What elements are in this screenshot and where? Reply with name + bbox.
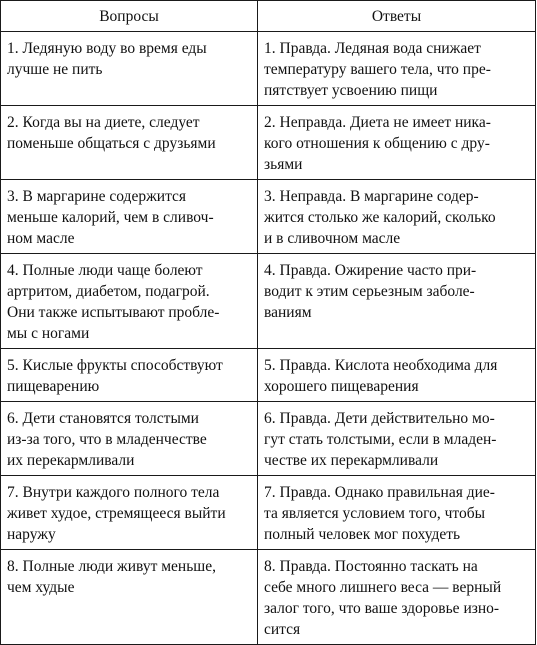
answer-line: 2. Неправда. Диета не имеет ника-: [264, 114, 491, 131]
answer-line: себе много лишнего веса — верный: [264, 579, 502, 596]
table-row: [1, 349, 536, 402]
answer-line: ваниям: [264, 304, 312, 321]
question-line: живет худое, стремящееся выйти: [7, 505, 226, 522]
question-line: лучше не пить: [7, 61, 103, 78]
answer-line: залог того, что ваше здоровье изно-: [264, 600, 500, 617]
answer-line: честве их перекармливали: [264, 452, 439, 469]
question-line: 2. Когда вы на диете, следует: [7, 114, 200, 131]
table-row: [1, 106, 536, 180]
questions-header: Вопросы: [1, 1, 258, 32]
answer-line: та является условием того, чтобы: [264, 505, 486, 522]
question-line: 6. Дети становятся толстыми: [7, 410, 199, 427]
question-cell: [1, 402, 258, 476]
question-line: 3. В маргарине содержится: [7, 188, 187, 205]
answer-line: полный человек мог похудеть: [264, 526, 461, 543]
answer-cell: [258, 550, 536, 645]
table-row: [1, 32, 536, 106]
answer-line: сится: [264, 621, 301, 638]
answer-line: водит к этим серьезным заболе-: [264, 283, 475, 300]
answer-cell: [258, 180, 536, 254]
question-line: их перекармливали: [7, 452, 135, 469]
question-line: 5. Кислые фрукты способствуют: [7, 357, 223, 374]
question-cell: [1, 32, 258, 106]
question-cell: [1, 550, 258, 645]
table-row: [1, 476, 536, 550]
question-line: 8. Полные люди живут меньше,: [7, 558, 216, 575]
table-row: [1, 180, 536, 254]
answer-line: 4. Правда. Ожирение часто при-: [264, 262, 477, 279]
answer-cell: [258, 402, 536, 476]
answer-line: 3. Неправда. В маргарине содер-: [264, 188, 479, 205]
question-line: 1. Ледяную воду во время еды: [7, 40, 207, 57]
question-cell: [1, 180, 258, 254]
answer-line: пятствует усвоению пищи: [264, 82, 438, 99]
answer-line: 8. Правда. Постоянно таскать на: [264, 558, 478, 575]
question-line: поменьше общаться с друзьями: [7, 135, 216, 152]
question-line: Они также испытывают пробле-: [7, 304, 220, 321]
question-line: 7. Внутри каждого полного тела: [7, 484, 220, 501]
table-row: [1, 402, 536, 476]
question-line: меньше калорий, чем в сливоч-: [7, 209, 214, 226]
answer-line: гут стать толстыми, если в младен-: [264, 431, 497, 448]
header-row: [1, 1, 536, 32]
answer-line: кого отношения к общению с дру-: [264, 135, 490, 152]
table-row: [1, 254, 536, 349]
question-cell: [1, 254, 258, 349]
question-cell: [1, 476, 258, 550]
answer-line: 5. Правда. Кислота необходима для: [264, 357, 498, 374]
question-line: наружу: [7, 526, 56, 543]
question-line: артритом, диабетом, подагрой.: [7, 283, 210, 300]
question-line: ном масле: [7, 230, 75, 247]
question-line: пищеварению: [7, 378, 100, 395]
question-cell: [1, 106, 258, 180]
answer-line: жится столько же калорий, сколько: [264, 209, 496, 226]
answer-line: 7. Правда. Однако правильная дие-: [264, 484, 495, 501]
answer-line: 6. Правда. Дети действительно мо-: [264, 410, 495, 427]
answer-line: и в сливочном масле: [264, 230, 401, 247]
answer-line: зьями: [264, 156, 303, 173]
answer-cell: [258, 106, 536, 180]
question-cell: [1, 349, 258, 402]
question-line: 4. Полные люди чаще болеют: [7, 262, 203, 279]
answer-line: температуру вашего тела, что пре-: [264, 61, 491, 78]
question-line: из-за того, что в младенчестве: [7, 431, 207, 448]
answer-line: 1. Правда. Ледяная вода снижает: [264, 40, 481, 57]
answer-cell: [258, 254, 536, 349]
answer-cell: [258, 349, 536, 402]
question-line: чем худые: [7, 579, 75, 596]
answer-cell: [258, 476, 536, 550]
question-line: мы с ногами: [7, 325, 90, 342]
answer-line: хорошего пищеварения: [264, 378, 419, 395]
table-row: [1, 550, 536, 645]
answers-header: Ответы: [258, 1, 536, 32]
answer-cell: [258, 32, 536, 106]
